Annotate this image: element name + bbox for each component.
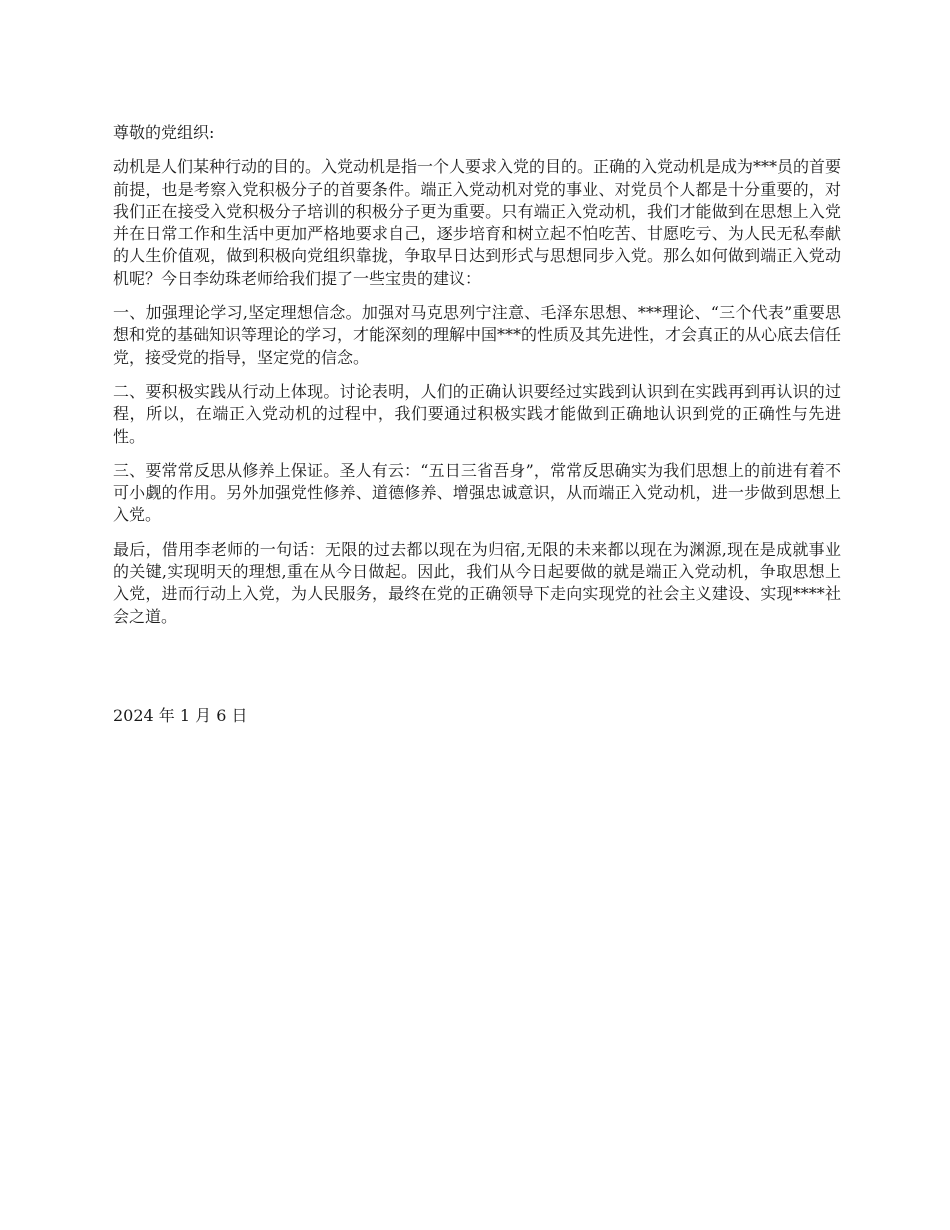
paragraph-motivation-intro: 动机是人们某种行动的目的。入党动机是指一个人要求入党的目的。正确的入党动机是成为***员的首要前提，也是考察入党积极分子的首要条件。端正入党动机对党的事业、对党员个人都是十分重要的，对我们正在接受入党积极分子培训的积极分子更为重要。只有端正入党动机，我们才能做到在思想上入党并在日常工作和生活中更加严格地要求自己，逐步培育和树立起不怕吃苦、甘愿吃亏、为人民无私奉献的人生价值观，做到积极向党组织靠拢，争取早日达到形式与思想同步入党。那么如何做到端正入党动机呢？今日李幼珠老师给我们提了一些宝贵的建议： (113, 157, 842, 288)
paragraph-conclusion: 最后，借用李老师的一句话：无限的过去都以现在为归宿,无限的未来都以现在为渊源,现在是成就事业的关键,实现明天的理想,重在从今日做起。因此，我们从今日起要做的就是端正入党动机，争取思想上入党，进而行动上入党，为人民服务，最终在党的正确领导下走向实现党的社会主义建设、实现****社会之道。 (113, 539, 841, 626)
letter-body (113, 122, 841, 640)
salutation: 尊敬的党组织: (113, 123, 215, 142)
paragraph-practice: 二、要积极实践从行动上体现。讨论表明，人们的正确认识要经过实践到认识到在实践再到再认识的过程，所以，在端正入党动机的过程中，我们要通过积极实践才能做到正确地认识到党的正确性与先进性。 (113, 381, 841, 446)
letter-date: 2024 年 1 月 6 日 (113, 706, 248, 725)
paragraph-reflection: 三、要常常反思从修养上保证。圣人有云：“五日三省吾身”，常常反思确实为我们思想上的前进有着不可小觑的作用。另外加强党性修养、道德修养、增强忠诚意识，从而端正入党动机，进一步做到思想上入党。 (113, 460, 841, 525)
paragraph-theory-study: 一、加强理论学习,坚定理想信念。加强对马克思列宁注意、毛泽东思想、***理论、“三个代表”重要思想和党的基础知识等理论的学习，才能深刻的理解中国***的性质及其先进性，才会真正的从心底去信任党，接受党的指导，坚定党的信念。 (113, 303, 842, 367)
